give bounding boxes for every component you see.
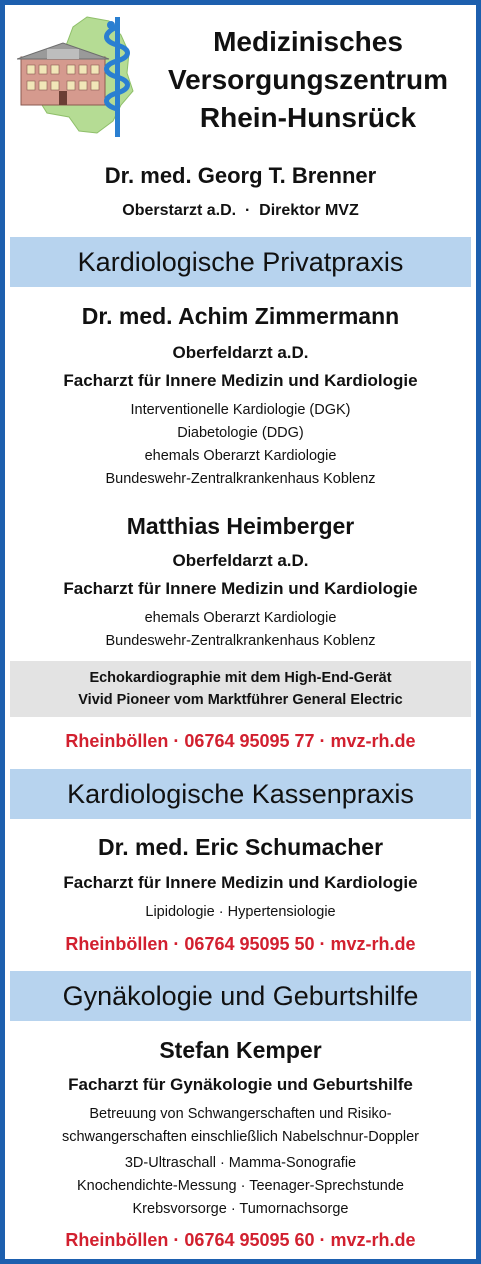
doctor-name-schumacher: Dr. med. Eric Schumacher: [97, 834, 384, 860]
center-title: [145, 23, 471, 137]
header: [5, 5, 476, 155]
doctor-detail: ehemals Oberarzt Kardiologie: [144, 448, 337, 464]
center-title-line-2: Versorgungszentrum: [167, 64, 449, 95]
contact-line-gynecology: Rheinböllen · 06764 95095 60 · mvz-rh.de: [65, 1230, 416, 1250]
doctor-detail: Krebsvorsorge · Tumornachsorge: [132, 1201, 349, 1217]
doctor-detail: Lipidologie · Hypertensiologie: [145, 904, 336, 920]
doctor-detail: Betreuung von Schwangerschaften und Risiko-: [89, 1106, 392, 1122]
doctor-detail: Bundeswehr-Zentralkrankenhaus Koblenz: [105, 471, 376, 487]
equipment-note-line: Vivid Pioneer vom Marktführer General Electric: [78, 692, 403, 708]
doctor-detail: schwangerschaften einschließlich Nabelschnur-Doppler: [61, 1129, 420, 1145]
contact-line-statutory-cardiology: Rheinböllen · 06764 95095 50 · mvz-rh.de: [65, 934, 416, 954]
contact-line-private-cardiology: Rheinböllen · 06764 95095 77 · mvz-rh.de: [65, 731, 416, 751]
doctor-detail: Bundeswehr-Zentralkrankenhaus Koblenz: [105, 633, 376, 649]
director-name: Dr. med. Georg T. Brenner: [104, 163, 377, 188]
equipment-note: [10, 661, 471, 717]
equipment-note-line: Echokardiographie mit dem High-End-Gerät: [89, 670, 392, 686]
doctor-detail: Interventionelle Kardiologie (DGK): [130, 402, 351, 418]
doctor-title: Facharzt für Gynäkologie und Geburtshilfe: [68, 1075, 413, 1094]
doctor-name-zimmermann: Dr. med. Achim Zimmermann: [81, 303, 400, 329]
doctor-detail: Knochendichte-Messung · Teenager-Sprechstunde: [77, 1178, 404, 1194]
section-heading-gynecology: Gynäkologie und Geburtshilfe: [10, 971, 471, 1021]
logo: [17, 13, 145, 141]
doctor-detail: 3D-Ultraschall · Mamma-Sonografie: [124, 1155, 357, 1171]
doctor-title: Oberfeldarzt a.D.: [172, 551, 309, 570]
section-heading-private-cardiology: Kardiologische Privatpraxis: [10, 237, 471, 287]
doctor-title: Oberfeldarzt a.D.: [172, 343, 309, 362]
doctor-title: Facharzt für Innere Medizin und Kardiologie: [63, 873, 418, 892]
doctor-detail: ehemals Oberarzt Kardiologie: [144, 610, 337, 626]
doctor-name-kemper: Stefan Kemper: [159, 1037, 322, 1063]
section-heading-statutory-cardiology: Kardiologische Kassenpraxis: [10, 769, 471, 819]
doctor-title: Facharzt für Innere Medizin und Kardiologie: [63, 579, 418, 598]
director-role: Oberstarzt a.D. · Direktor MVZ: [122, 202, 359, 219]
doctor-detail: Diabetologie (DDG): [177, 425, 304, 441]
doctor-title: Facharzt für Innere Medizin und Kardiologie: [63, 371, 418, 390]
center-title-line-3: Rhein-Hunsrück: [199, 102, 417, 133]
doctor-name-heimberger: Matthias Heimberger: [126, 513, 355, 539]
center-title-line-1: Medizinisches: [213, 26, 403, 57]
